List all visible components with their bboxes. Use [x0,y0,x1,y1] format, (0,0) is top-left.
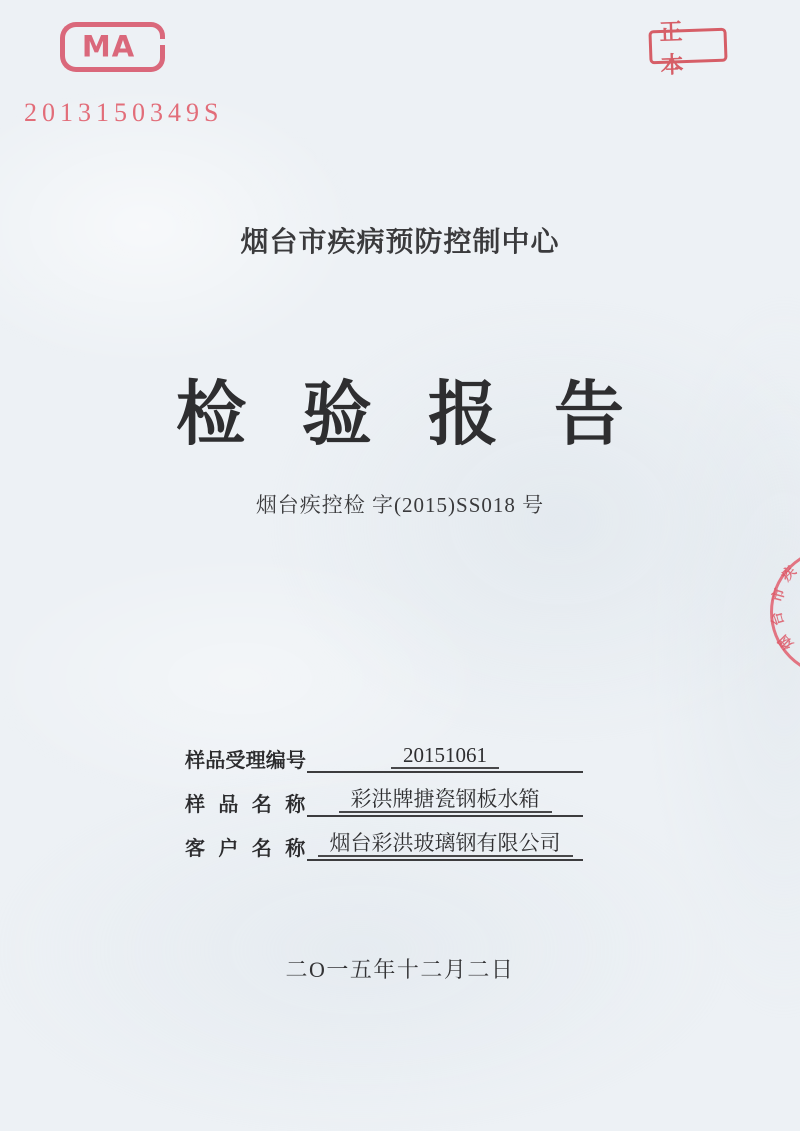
document-title: 检验报告 [176,377,680,454]
organization-name: 烟台市疾病预防控制中心 [240,227,560,258]
original-copy-stamp: 正 本 [648,28,727,65]
field-row-sample-name [185,786,583,817]
field-value: 烟台彩洪玻璃钢有限公司 [318,832,573,857]
cma-logo-letters: MA [81,29,136,64]
field-label: 客 户 名 称 [185,838,306,860]
report-number: 烟台疾控检 字(2015)SS018 号 [255,493,545,517]
cma-approval-number: 2013150349S [24,98,224,127]
field-underline [307,788,583,817]
field-value: 20151061 [391,744,499,769]
cma-stamp-icon [60,22,152,72]
field-underline [307,744,583,773]
round-seal-char: 烟 [776,631,797,652]
field-row-sample-acceptance-number [185,742,583,773]
field-row-client-name [185,830,583,861]
field-underline [307,832,583,861]
round-seal-char: 市 [770,586,789,605]
field-label: 样 品 名 称 [185,794,306,816]
round-seal-char: 疾 [779,564,800,585]
field-value: 彩洪牌搪瓷钢板水箱 [339,788,552,813]
form-fields [185,742,583,878]
field-label: 样品受理编号 [185,750,307,772]
issue-date: 二O一五年十二月二日 [285,957,515,982]
round-seal-char: 台 [769,609,788,628]
